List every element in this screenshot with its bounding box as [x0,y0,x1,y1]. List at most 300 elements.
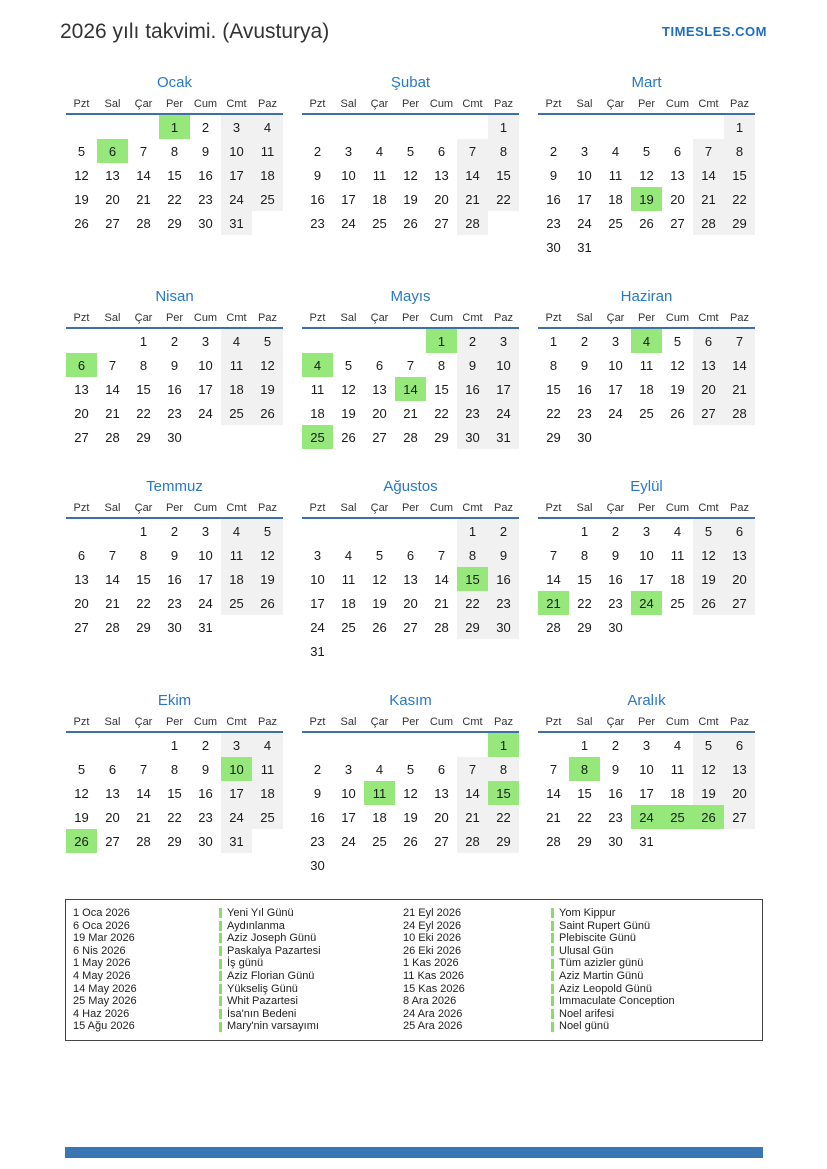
weekday-label: Paz [730,98,749,110]
empty-cell [66,115,97,139]
holiday-box [65,899,763,1041]
day-cell: 24 [631,591,662,615]
day-cell: 20 [724,567,755,591]
weekday-label: Sal [576,98,593,110]
month-title[interactable]: Aralık [627,692,666,709]
day-cell: 29 [577,833,592,849]
holiday-name-text: Noel günü [559,1020,610,1033]
month-title[interactable]: Mart [631,74,662,91]
holiday-date: 15 Kas 2026 [403,982,465,995]
day-cell: 23 [546,215,561,231]
day-cell: 14 [546,571,561,587]
weekday-label: Cum [665,502,690,514]
holiday-name-text: Whit Pazartesi [227,995,298,1008]
weekday-label: Sal [104,716,121,728]
empty-cell [693,115,724,139]
empty-cell [333,115,364,139]
empty-cell [426,733,457,757]
month-title[interactable]: Kasım [389,692,432,709]
weekday-label: Paz [258,716,277,728]
day-cell: 20 [403,595,418,611]
holiday-name-text: Saint Rupert Günü [559,919,651,932]
day-cell: 4 [375,143,384,159]
day-cell: 2 [611,523,620,539]
weekday-label: Paz [494,98,513,110]
day-cell: 19 [693,567,724,591]
weekday-label: Paz [730,502,749,514]
day-cell: 28 [724,401,755,425]
day-cell: 5 [252,519,283,543]
day-cell: 19 [403,191,418,207]
day-cell: 25 [639,405,654,421]
day-cell: 20 [693,377,724,401]
empty-cell [333,519,364,543]
day-cell: 13 [74,381,89,397]
day-cell: 11 [608,167,623,183]
day-cell: 4 [375,761,384,777]
weekday-label: Sal [340,502,357,514]
day-cell: 15 [577,571,592,587]
day-cell: 6 [437,761,446,777]
day-cell: 30 [167,429,182,445]
day-cell: 20 [74,595,89,611]
day-cell: 15 [136,571,151,587]
day-cell: 20 [434,809,449,825]
holiday-name [219,995,403,1008]
day-cell: 27 [434,833,449,849]
holiday-name-text: Plebiscite Günü [559,932,637,945]
day-cell: 16 [167,381,182,397]
holiday-marker [551,921,554,931]
day-cell: 20 [670,191,685,207]
holiday-marker [551,1022,554,1032]
holiday-date: 6 Oca 2026 [73,919,130,932]
day-cell: 2 [549,143,558,159]
day-cell: 21 [457,805,488,829]
holiday-date: 24 Ara 2026 [403,1007,463,1020]
weekday-label: Cum [665,716,690,728]
day-cell: 13 [434,785,449,801]
day-cell: 16 [608,571,623,587]
day-cell: 10 [221,757,252,781]
day-cell: 9 [313,785,322,801]
holiday-name [551,995,762,1008]
holiday-name-text: Aziz Joseph Günü [227,932,317,945]
holiday-name [551,957,762,970]
holiday-marker [219,933,222,943]
day-cell: 6 [77,547,86,563]
day-cell: 26 [403,215,418,231]
day-cell: 23 [608,809,623,825]
empty-cell [364,329,395,353]
day-cell: 18 [252,163,283,187]
month-title[interactable]: Ağustos [383,478,438,495]
day-cell: 19 [693,781,724,805]
empty-cell [426,519,457,543]
day-cell: 1 [724,115,755,139]
day-cell: 19 [631,187,662,211]
day-cell: 6 [724,733,755,757]
day-cell: 29 [167,215,182,231]
empty-cell [97,519,128,543]
weekday-label: Cmt [462,98,483,110]
holiday-name [551,970,762,983]
empty-cell [66,519,97,543]
month-title[interactable]: Temmuz [146,478,203,495]
day-cell: 28 [434,619,449,635]
day-cell: 17 [488,377,519,401]
day-cell: 1 [488,733,519,757]
weekday-label: Çar [134,312,153,324]
day-cell: 4 [252,733,283,757]
day-cell: 22 [577,595,592,611]
day-grid [66,329,283,449]
day-cell: 19 [341,405,356,421]
holiday-name [551,1008,762,1021]
day-cell: 18 [372,809,387,825]
day-cell: 28 [546,619,561,635]
day-cell: 10 [577,167,592,183]
day-cell: 25 [252,805,283,829]
day-cell: 22 [167,191,182,207]
day-cell: 21 [538,591,569,615]
day-cell: 17 [577,191,592,207]
holiday-grid [73,907,762,1033]
weekday-label: Pzt [309,716,326,728]
day-cell: 10 [310,571,325,587]
empty-cell [569,115,600,139]
day-cell: 25 [662,805,693,829]
day-cell: 14 [136,167,151,183]
holiday-marker [219,971,222,981]
weekday-label: Cmt [698,312,719,324]
day-cell: 10 [639,761,654,777]
empty-cell [364,519,395,543]
holiday-date: 14 May 2026 [73,982,137,995]
day-cell: 15 [167,785,182,801]
holiday-name-text: İsa'nın Bedeni [227,1007,297,1020]
day-cell: 13 [434,167,449,183]
day-cell: 8 [139,547,148,563]
weekday-label: Per [637,312,656,324]
day-cell: 20 [434,191,449,207]
day-cell: 30 [198,833,213,849]
month-title[interactable]: Ekim [157,692,192,709]
weekday-row [66,716,283,733]
weekday-label: Paz [494,312,513,324]
holiday-name [551,907,762,920]
day-cell: 12 [670,357,685,373]
day-cell: 30 [198,215,213,231]
day-cell: 21 [434,595,449,611]
day-cell: 23 [310,215,325,231]
weekday-label: Çar [606,312,625,324]
day-cell: 27 [74,619,89,635]
day-cell: 5 [375,547,384,563]
weekday-label: Çar [134,502,153,514]
day-cell: 24 [488,401,519,425]
day-cell: 14 [546,785,561,801]
day-cell: 21 [457,187,488,211]
holiday-date: 26 Eki 2026 [403,944,462,957]
day-cell: 3 [488,329,519,353]
empty-cell [426,115,457,139]
day-cell: 5 [77,143,86,159]
day-cell: 5 [252,329,283,353]
day-cell: 14 [434,571,449,587]
empty-cell [302,329,333,353]
holiday-name-text: Immaculate Conception [559,995,675,1008]
day-cell: 31 [198,619,213,635]
holiday-name-text: Paskalya Pazartesi [227,944,321,957]
empty-cell [364,115,395,139]
day-cell: 2 [201,119,210,135]
day-cell: 24 [341,215,356,231]
day-cell: 18 [221,567,252,591]
day-cell: 29 [136,619,151,635]
day-cell: 9 [170,547,179,563]
month-title[interactable]: Ocak [156,74,192,91]
day-cell: 16 [167,571,182,587]
day-cell: 26 [74,215,89,231]
day-cell: 4 [221,519,252,543]
holiday-name [219,1008,403,1021]
holiday-name [219,983,403,996]
weekday-label: Pzt [545,98,562,110]
day-grid [66,733,283,853]
day-cell: 30 [167,619,182,635]
day-cell: 28 [403,429,418,445]
day-cell: 17 [639,571,654,587]
day-cell: 3 [221,115,252,139]
day-cell: 6 [693,329,724,353]
footer-bar [65,1147,763,1158]
day-cell: 12 [693,757,724,781]
weekday-label: Çar [134,716,153,728]
day-cell: 12 [74,785,89,801]
month-3 [538,74,755,259]
day-cell: 29 [167,833,182,849]
day-cell: 20 [105,809,120,825]
day-cell: 24 [221,187,252,211]
day-cell: 5 [642,143,651,159]
weekday-label: Paz [258,98,277,110]
weekday-label: Çar [370,98,389,110]
day-cell: 16 [546,191,561,207]
day-grid [538,329,755,449]
day-cell: 23 [608,595,623,611]
day-cell: 9 [201,143,210,159]
holiday-name [219,907,403,920]
day-cell: 21 [546,809,561,825]
day-cell: 3 [642,523,651,539]
day-cell: 20 [105,191,120,207]
weekday-label: Pzt [545,502,562,514]
weekday-row [66,502,283,519]
empty-cell [662,115,693,139]
day-cell: 29 [724,211,755,235]
day-cell: 28 [136,215,151,231]
site-link[interactable]: TIMESLES.COM [662,24,767,39]
day-cell: 21 [403,405,418,421]
day-cell: 26 [693,805,724,829]
empty-cell [302,519,333,543]
month-title[interactable]: Eylül [630,478,663,495]
day-cell: 10 [608,357,623,373]
day-cell: 3 [221,733,252,757]
weekday-label: Per [637,502,656,514]
day-cell: 21 [105,595,120,611]
weekday-label: Cmt [462,502,483,514]
weekday-row [66,98,283,115]
weekday-label: Cum [429,312,454,324]
day-cell: 11 [252,757,283,781]
day-cell: 3 [580,143,589,159]
holiday-date: 25 May 2026 [73,995,137,1008]
empty-cell [395,329,426,353]
day-cell: 8 [488,757,519,781]
day-cell: 29 [577,619,592,635]
day-cell: 1 [426,329,457,353]
day-cell: 3 [611,333,620,349]
weekday-label: Pzt [73,716,90,728]
day-cell: 3 [642,737,651,753]
day-cell: 4 [631,329,662,353]
day-cell: 9 [611,761,620,777]
day-cell: 11 [639,357,654,373]
day-cell: 15 [136,381,151,397]
weekday-label: Paz [730,716,749,728]
weekday-label: Sal [576,716,593,728]
weekday-label: Cum [193,312,218,324]
weekday-label: Cmt [462,716,483,728]
day-cell: 6 [97,139,128,163]
day-cell: 17 [639,785,654,801]
empty-cell [457,115,488,139]
holiday-marker [219,996,222,1006]
holiday-marker [551,1009,554,1019]
day-cell: 8 [170,143,179,159]
day-cell: 12 [693,543,724,567]
month-title[interactable]: Nisan [155,288,194,305]
month-title[interactable]: Mayıs [390,288,431,305]
day-cell: 6 [66,353,97,377]
day-cell: 9 [457,353,488,377]
day-cell: 28 [457,211,488,235]
holiday-marker [551,908,554,918]
holiday-marker [219,959,222,969]
day-cell: 8 [549,357,558,373]
empty-cell [631,115,662,139]
day-cell: 13 [724,757,755,781]
day-cell: 15 [488,163,519,187]
day-cell: 16 [488,567,519,591]
day-cell: 2 [457,329,488,353]
day-cell: 17 [310,595,325,611]
day-cell: 28 [693,211,724,235]
day-cell: 28 [105,429,120,445]
day-cell: 6 [375,357,384,373]
day-cell: 21 [136,191,151,207]
month-title[interactable]: Haziran [620,288,673,305]
day-cell: 21 [693,187,724,211]
day-cell: 3 [344,143,353,159]
day-cell: 6 [108,761,117,777]
weekday-label: Sal [576,502,593,514]
day-cell: 23 [167,595,182,611]
day-cell: 22 [136,405,151,421]
day-cell: 7 [457,757,488,781]
weekday-label: Çar [370,312,389,324]
weekday-label: Per [401,502,420,514]
day-cell: 18 [252,781,283,805]
day-cell: 11 [221,353,252,377]
holiday-name [219,920,403,933]
day-cell: 31 [639,833,654,849]
empty-cell [395,519,426,543]
day-grid [66,115,283,235]
weekday-label: Per [165,312,184,324]
weekday-label: Pzt [309,98,326,110]
day-cell: 27 [74,429,89,445]
day-cell: 2 [313,761,322,777]
empty-cell [457,733,488,757]
weekday-label: Çar [370,502,389,514]
day-cell: 14 [395,377,426,401]
day-cell: 7 [139,143,148,159]
day-cell: 18 [341,595,356,611]
day-cell: 11 [341,571,356,587]
day-cell: 30 [608,619,623,635]
empty-cell [97,733,128,757]
month-8 [302,478,519,663]
weekday-label: Per [165,716,184,728]
weekday-row [302,502,519,519]
day-cell: 22 [724,187,755,211]
day-cell: 3 [201,523,210,539]
day-cell: 4 [344,547,353,563]
empty-cell [538,519,569,543]
day-cell: 22 [546,405,561,421]
day-cell: 30 [310,857,325,873]
holiday-marker [551,959,554,969]
month-9 [538,478,755,639]
day-cell: 8 [170,761,179,777]
weekday-label: Cum [429,716,454,728]
day-cell: 9 [201,761,210,777]
weekday-label: Paz [494,716,513,728]
empty-cell [364,733,395,757]
month-title[interactable]: Şubat [390,74,431,91]
day-cell: 26 [693,591,724,615]
day-cell: 4 [302,353,333,377]
day-cell: 9 [313,167,322,183]
day-cell: 29 [488,829,519,853]
day-cell: 12 [252,543,283,567]
empty-cell [538,733,569,757]
day-cell: 17 [221,781,252,805]
holiday-name [551,1020,762,1033]
holiday-date: 1 Oca 2026 [73,907,130,919]
day-cell: 8 [437,357,446,373]
weekday-label: Çar [606,98,625,110]
day-cell: 22 [167,809,182,825]
day-cell: 1 [580,737,589,753]
day-cell: 16 [310,191,325,207]
day-cell: 29 [434,429,449,445]
day-cell: 7 [139,761,148,777]
day-cell: 12 [403,785,418,801]
